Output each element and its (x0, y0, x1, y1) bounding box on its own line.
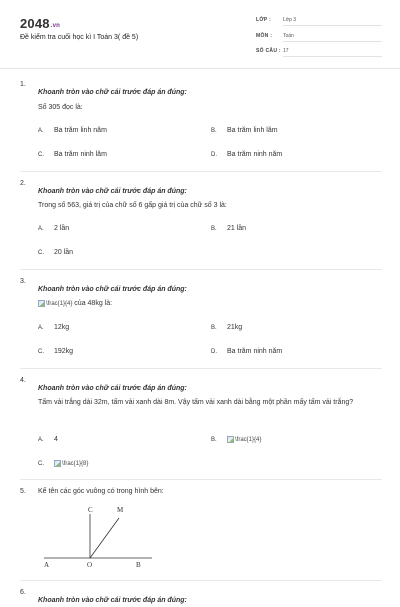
option-a[interactable]: A. Ba trăm linh năm (38, 127, 107, 134)
meta-class-value: Lớp 3 (283, 17, 297, 23)
logo-suffix: .vn (50, 23, 61, 29)
divider (20, 269, 382, 270)
divider (20, 479, 382, 480)
option-b[interactable]: B. \frac{1}{4} (211, 436, 262, 443)
option-c[interactable]: C. Ba trăm ninh lăm (38, 151, 107, 158)
question-number: 1. (20, 81, 26, 88)
label-b: B (136, 561, 141, 569)
meta-count-value: 17 (283, 48, 289, 54)
question-number: 4. (20, 377, 26, 384)
meta-class-key: LỚP : (256, 17, 272, 23)
meta-count-key: SỐ CÂU : (256, 48, 281, 54)
option-c[interactable]: C. 192kg (38, 348, 74, 355)
option-a[interactable]: A. 2 lần (38, 225, 70, 232)
option-c[interactable]: C. 20 lần (38, 249, 74, 256)
broken-image-icon (38, 300, 45, 307)
question-stem: \frac{1}{4} của 48kg là: (38, 300, 112, 307)
option-b[interactable]: B. 21kg (211, 324, 243, 331)
divider (20, 580, 382, 581)
label-c: C (88, 506, 93, 514)
option-a[interactable]: A. 4 (38, 436, 58, 443)
question-instruction: Khoanh tròn vào chữ cái trước đáp án đúng: (38, 286, 187, 293)
meta-subject-value: Toán (283, 33, 294, 39)
broken-image-icon (227, 436, 234, 443)
meta-subject-key: MÔN : (256, 33, 273, 39)
question-stem: Trong số 563, giá trị của chữ số 6 gấp giá trị của chữ số 3 là: (38, 202, 227, 209)
logo-text: 2048 (20, 16, 50, 31)
question-number: 5. (20, 488, 26, 495)
question-number: 6. (20, 589, 26, 596)
label-a: A (44, 561, 50, 569)
broken-image-icon (54, 460, 61, 467)
line-om (90, 518, 119, 558)
option-a[interactable]: A. 12kg (38, 324, 70, 331)
angle-figure (40, 500, 160, 572)
option-c[interactable]: C. \frac{1}{8} (38, 460, 89, 467)
exam-header (0, 0, 400, 69)
question-stem: Tấm vải trắng dài 32m, tấm vải xanh dài 8m. Vậy tấm vải xanh dài bằng một phần mấy tấm vải trắng? (38, 399, 354, 406)
exam-title: Đề kiểm tra cuối học kì I Toán 3( đề 5) (20, 34, 139, 41)
question-instruction: Khoanh tròn vào chữ cái trước đáp án đúng: (38, 89, 187, 96)
option-b[interactable]: B. 21 lần (211, 225, 247, 232)
option-d[interactable]: D. Ba trăm ninh năm (211, 348, 283, 355)
question-instruction: Khoanh tròn vào chữ cái trước đáp án đúng: (38, 597, 187, 604)
divider (20, 171, 382, 172)
question-instruction: Kể tên các góc vuông có trong hình bên: (38, 488, 164, 495)
question-number: 2. (20, 180, 26, 187)
divider (20, 368, 382, 369)
option-d[interactable]: D. Ba trăm ninh năm (211, 151, 283, 158)
question-instruction: Khoanh tròn vào chữ cái trước đáp án đúng: (38, 385, 187, 392)
question-stem: Số 305 đọc là: (38, 104, 83, 111)
question-number: 3. (20, 278, 26, 285)
option-b[interactable]: B. Ba trăm linh lăm (211, 127, 278, 134)
site-logo[interactable] (20, 16, 60, 31)
question-instruction: Khoanh tròn vào chữ cái trước đáp án đúng: (38, 188, 187, 195)
label-m: M (117, 506, 124, 514)
label-o: O (87, 561, 93, 569)
